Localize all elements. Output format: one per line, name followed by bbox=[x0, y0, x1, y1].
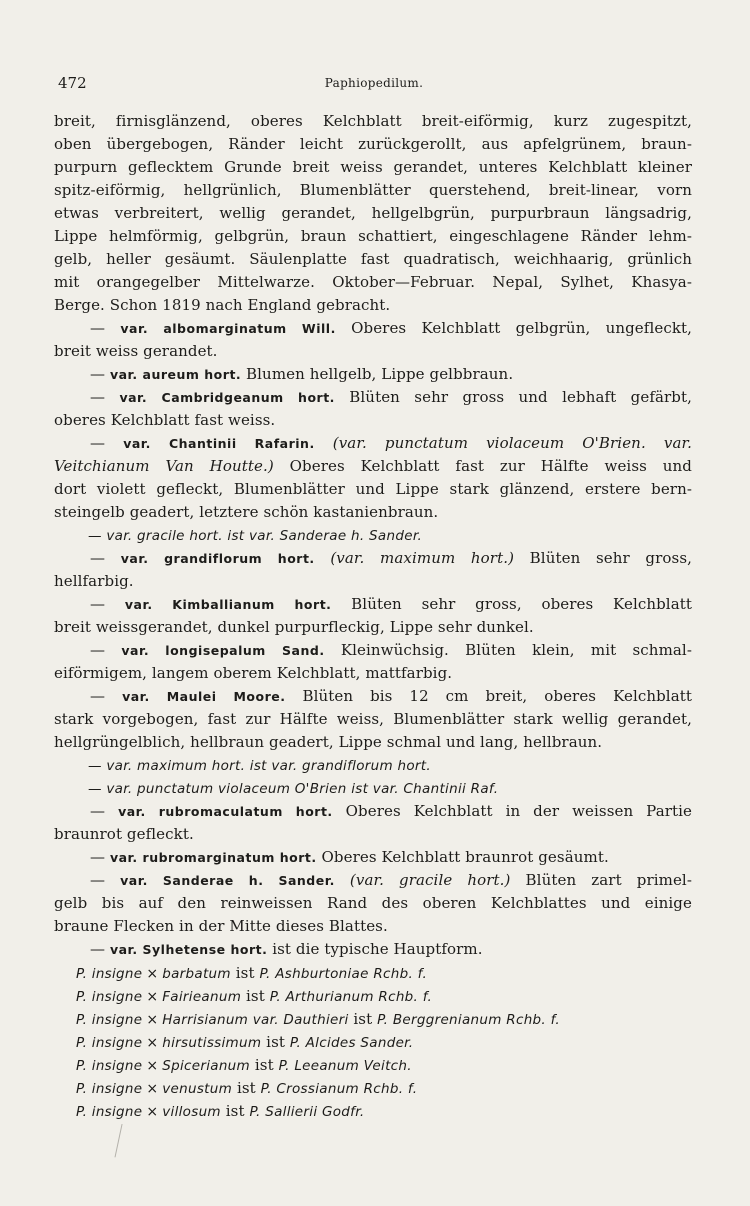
em-dash: — bbox=[90, 595, 125, 613]
variety-continuation: braune Flecken in der Mitte dieses Blattes. bbox=[54, 917, 388, 935]
hybrid-line bbox=[76, 1010, 560, 1028]
hybrid-line bbox=[76, 987, 432, 1005]
paragraph-line: gelb, heller gesäumt. Säulenplatte fast quadratisch, weichhaarig, grünlich bbox=[54, 250, 692, 268]
variety-line bbox=[90, 940, 483, 958]
cross-symbol: × bbox=[146, 1058, 159, 1074]
variety-name: var. Chantinii Rafarin. bbox=[123, 436, 315, 451]
paragraph-line: oben übergebogen, Ränder leicht zurückgerollt, aus apfelgrünem, braun- bbox=[54, 135, 692, 153]
variety-line bbox=[90, 848, 609, 866]
cross-symbol: × bbox=[146, 1081, 159, 1097]
hybrid-line bbox=[76, 1102, 364, 1120]
variety-continuation: oberes Kelchblatt fast weiss. bbox=[54, 411, 276, 429]
variety-line bbox=[90, 434, 692, 452]
variety-description: Blüten sehr gross, oberes Kelchblatt bbox=[331, 595, 692, 613]
hybrid-name: P. Arthurianum Rchb. f. bbox=[269, 989, 433, 1005]
variety-name: var. aureum hort. bbox=[109, 367, 242, 382]
hybrid-parent: P. insigne bbox=[76, 989, 143, 1005]
synonym-text: (var. maximum hort.) bbox=[314, 549, 515, 567]
variety-name: var. rubromarginatum hort. bbox=[109, 850, 317, 865]
variety-description: ist die typische Hauptform. bbox=[267, 940, 483, 958]
variety-continuation: gelb bis auf den reinweissen Rand des oberen Kelchblattes und einige bbox=[54, 894, 692, 912]
em-dash: — bbox=[90, 319, 121, 337]
paragraph-line: breit, firnisglänzend, oberes Kelchblatt breit-eiförmig, kurz zugespitzt, bbox=[54, 112, 692, 130]
hybrid-parent: P. insigne bbox=[76, 1035, 143, 1051]
hybrid-line bbox=[76, 964, 427, 982]
hybrid-parent: Fairieanum bbox=[162, 989, 242, 1005]
variety-description: Oberes Kelchblatt braunrot gesäumt. bbox=[316, 848, 609, 866]
hybrid-parent: barbatum bbox=[162, 966, 231, 982]
hybrid-ist: ist bbox=[250, 1056, 279, 1074]
em-dash: — bbox=[90, 802, 119, 820]
synonym-text: (var. punctatum violaceum O'Brien. var. bbox=[314, 434, 692, 452]
paragraph-line: purpurn geflecktem Grunde breit weiss gerandet, unteres Kelchblatt kleiner bbox=[54, 158, 692, 176]
variety-line bbox=[90, 802, 692, 820]
hybrid-ist: ist bbox=[348, 1010, 378, 1028]
cross-reference-text: — var. punctatum violaceum O'Brien ist var. Chantinii Raf. bbox=[88, 781, 499, 797]
variety-description: Blüten zart primel- bbox=[510, 871, 692, 889]
cross-reference-line bbox=[88, 756, 431, 774]
variety-continuation: hellfarbig. bbox=[54, 572, 134, 590]
running-title: Paphiopedilum. bbox=[324, 76, 424, 90]
variety-continuation: steingelb geadert, letztere schön kastanienbraun. bbox=[54, 503, 439, 521]
variety-continuation: breit weissgerandet, dunkel purpurfleckig, Lippe sehr dunkel. bbox=[54, 618, 534, 636]
variety-description: Blüten sehr gross, bbox=[514, 549, 692, 567]
variety-line bbox=[90, 549, 692, 567]
hybrid-ist: ist bbox=[230, 964, 260, 982]
variety-line bbox=[90, 388, 692, 406]
paragraph-line: Lippe helmförmig, gelbgrün, braun schattiert, eingeschlagene Ränder lehm- bbox=[54, 227, 692, 245]
em-dash: — bbox=[90, 871, 121, 889]
em-dash: — bbox=[90, 549, 121, 567]
hybrid-parent: villosum bbox=[162, 1104, 221, 1120]
variety-continuation: dort violett gefleckt, Blumenblätter und Lippe stark glänzend, erstere bern- bbox=[54, 480, 692, 498]
variety-name: var. Maulei Moore. bbox=[122, 689, 286, 704]
em-dash: — bbox=[90, 388, 120, 406]
variety-continuation: eiförmigem, langem oberem Kelchblatt, mattfarbig. bbox=[54, 664, 453, 682]
hybrid-ist: ist bbox=[261, 1033, 290, 1051]
variety-line bbox=[90, 871, 692, 889]
cross-symbol: × bbox=[146, 989, 159, 1005]
hybrid-ist: ist bbox=[241, 987, 270, 1005]
em-dash: — bbox=[90, 434, 124, 452]
em-dash: — bbox=[90, 687, 123, 705]
variety-name: var. Cambridgeanum hort. bbox=[119, 390, 335, 405]
hybrid-ist: ist bbox=[232, 1079, 261, 1097]
variety-description: Oberes Kelchblatt in der weissen Partie bbox=[332, 802, 693, 820]
hybrid-parent: Harrisianum var. Dauthieri bbox=[162, 1012, 349, 1028]
page-number: 472 bbox=[58, 74, 87, 92]
hybrid-name: P. Ashburtoniae Rchb. f. bbox=[259, 966, 428, 982]
cross-symbol: × bbox=[146, 1012, 159, 1028]
hybrid-name: P. Sallierii Godfr. bbox=[249, 1104, 365, 1120]
synonym-text: Veitchianum Van Houtte.) bbox=[54, 457, 274, 475]
cross-symbol: × bbox=[146, 1104, 159, 1120]
variety-name: var. Sanderae h. Sander. bbox=[120, 873, 335, 888]
synonym-text: (var. gracile hort.) bbox=[334, 871, 511, 889]
hybrid-parent: Spicerianum bbox=[162, 1058, 250, 1074]
hybrid-parent: P. insigne bbox=[76, 1104, 143, 1120]
paragraph-line: spitz-eiförmig, hellgrünlich, Blumenblätter querstehend, breit-linear, vorn bbox=[54, 181, 692, 199]
paragraph-line: mit orangegelber Mittelwarze. Oktober—Februar. Nepal, Sylhet, Khasya- bbox=[54, 273, 692, 291]
hybrid-name: P. Crossianum Rchb. f. bbox=[260, 1081, 418, 1097]
variety-description: Oberes Kelchblatt gelbgrün, ungefleckt, bbox=[335, 319, 693, 337]
variety-line bbox=[90, 687, 692, 705]
hybrid-line bbox=[76, 1033, 413, 1051]
cross-reference-line bbox=[88, 779, 498, 797]
variety-name: var. albomarginatum Will. bbox=[120, 321, 336, 336]
variety-description: Blüten sehr gross und lebhaft gefärbt, bbox=[334, 388, 692, 406]
paragraph-line: etwas verbreitert, wellig gerandet, hellgelbgrün, purpurbraun längsadrig, bbox=[54, 204, 692, 222]
variety-line bbox=[90, 641, 692, 659]
variety-name: var. longisepalum Sand. bbox=[121, 643, 325, 658]
variety-continuation bbox=[54, 457, 692, 475]
variety-continuation: stark vorgebogen, fast zur Hälfte weiss, Blumenblätter stark wellig gerandet, bbox=[54, 710, 692, 728]
hybrid-line bbox=[76, 1056, 412, 1074]
cross-symbol: × bbox=[146, 1035, 159, 1051]
hybrid-parent: P. insigne bbox=[76, 1081, 143, 1097]
cross-reference-text: — var. maximum hort. ist var. grandiflorum hort. bbox=[88, 758, 431, 774]
cross-reference-line bbox=[88, 526, 422, 544]
hybrid-parent: hirsutissimum bbox=[162, 1035, 262, 1051]
variety-continuation: breit weiss gerandet. bbox=[54, 342, 218, 360]
hybrid-name: P. Berggrenianum Rchb. f. bbox=[377, 1012, 561, 1028]
hybrid-name: P. Leeanum Veitch. bbox=[278, 1058, 412, 1074]
hybrid-parent: P. insigne bbox=[76, 1012, 143, 1028]
cross-reference-text: — var. gracile hort. ist var. Sanderae h. Sander. bbox=[88, 528, 423, 544]
variety-continuation: hellgrüngelblich, hellbraun geadert, Lippe schmal und lang, hellbraun. bbox=[54, 733, 603, 751]
em-dash: — bbox=[90, 848, 110, 866]
em-dash: — bbox=[90, 365, 110, 383]
hybrid-parent: venustum bbox=[162, 1081, 233, 1097]
variety-description: Oberes Kelchblatt fast zur Hälfte weiss und bbox=[273, 457, 692, 475]
hybrid-parent: P. insigne bbox=[76, 1058, 143, 1074]
variety-name: var. rubromaculatum hort. bbox=[118, 804, 333, 819]
hybrid-line bbox=[76, 1079, 417, 1097]
variety-continuation: braunrot gefleckt. bbox=[54, 825, 194, 843]
variety-name: var. grandiflorum hort. bbox=[120, 551, 315, 566]
variety-description: Kleinwüchsig. Blüten klein, mit schmal- bbox=[324, 641, 692, 659]
variety-name: var. Kimballianum hort. bbox=[124, 597, 332, 612]
variety-description: Blumen hellgelb, Lippe gelbbraun. bbox=[241, 365, 514, 383]
em-dash: — bbox=[90, 940, 110, 958]
variety-description: Blüten bis 12 cm breit, oberes Kelchblatt bbox=[285, 687, 692, 705]
variety-name: var. Sylhetense hort. bbox=[109, 942, 268, 957]
paragraph-line: Berge. Schon 1819 nach England gebracht. bbox=[54, 296, 391, 314]
hybrid-ist: ist bbox=[220, 1102, 250, 1120]
em-dash: — bbox=[90, 641, 122, 659]
variety-line bbox=[90, 319, 692, 337]
variety-line bbox=[90, 595, 692, 613]
variety-line bbox=[90, 365, 513, 383]
cross-symbol: × bbox=[146, 966, 159, 982]
hybrid-name: P. Alcides Sander. bbox=[289, 1035, 414, 1051]
hybrid-parent: P. insigne bbox=[76, 966, 143, 982]
